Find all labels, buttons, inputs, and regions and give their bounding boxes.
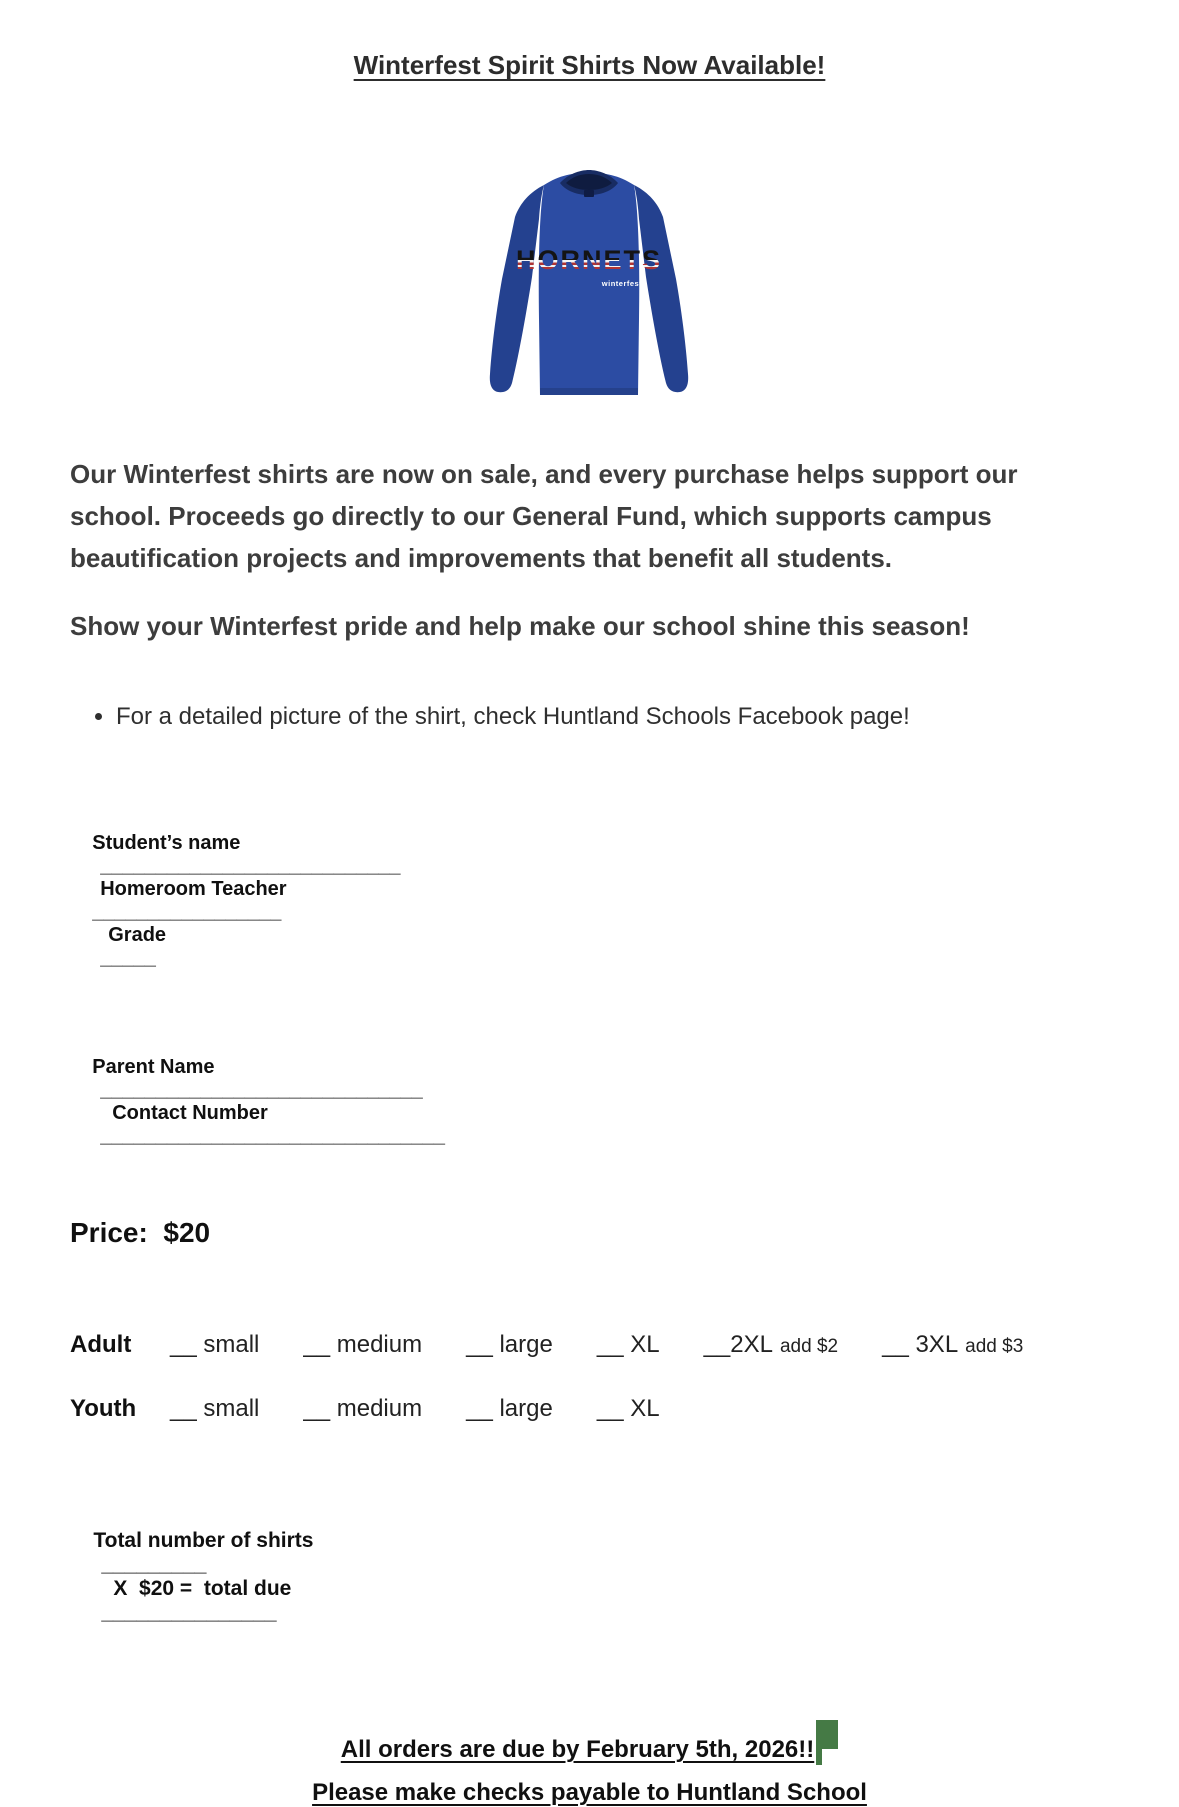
contact-number-label: Contact Number (112, 1102, 268, 1124)
adult-label: Adult (70, 1331, 132, 1358)
size-note-2xl: add $2 (779, 1336, 839, 1357)
parent-info-line (70, 1033, 1179, 1171)
adult-size-row (70, 1331, 1179, 1359)
student-name-blank[interactable]: ___________________________ (100, 855, 401, 877)
intro-paragraph-2: Show your Winterfest pride and help make our school shine this season! (70, 611, 970, 641)
page-title: Winterfest Spirit Shirts Now Available! (353, 50, 826, 80)
shirt-left-sleeve-shape (490, 185, 544, 392)
total-line (70, 1505, 1179, 1649)
student-info-line (70, 809, 1179, 993)
total-due-blank[interactable]: _______________ (101, 1601, 277, 1624)
shirt-right-sleeve-shape (634, 185, 688, 392)
size-item-youth-medium[interactable]: __ medium (303, 1395, 423, 1422)
footer-checks-line: Please make checks payable to Huntland School (312, 1779, 867, 1806)
size-item-adult-xl[interactable]: __ XL (596, 1331, 660, 1358)
shirt-graphic (472, 159, 707, 407)
parent-name-label: Parent Name (92, 1056, 215, 1078)
total-mid-text: X $20 = total due (113, 1577, 292, 1600)
footer (0, 1731, 1179, 1807)
size-item-adult-3xl[interactable]: __ 3XL add $3 (882, 1331, 1024, 1358)
grade-blank[interactable]: _____ (100, 947, 156, 969)
shirt-print-text: HORNETS (515, 245, 663, 275)
bullet-list (70, 701, 1179, 733)
shirt-image (0, 159, 1179, 407)
shirt-print-subtext: winterfest (601, 279, 643, 288)
shirt-hem (540, 388, 638, 395)
size-note-3xl: add $3 (965, 1336, 1024, 1357)
size-item-adult-small[interactable]: __ small (170, 1331, 260, 1358)
footer-due-row (0, 1731, 1179, 1764)
price-text: Price: $20 (70, 1217, 211, 1248)
shirt-neck-tag (584, 190, 594, 197)
homeroom-teacher-label: Homeroom Teacher (100, 878, 287, 900)
youth-size-row (70, 1395, 1179, 1423)
size-item-adult-large[interactable]: __ large (466, 1331, 553, 1358)
youth-label: Youth (70, 1395, 137, 1422)
footer-due-line: All orders are due by February 5th, 2026!! (340, 1736, 815, 1763)
contact-number-blank[interactable]: _______________________________ (100, 1125, 446, 1147)
grade-label: Grade (108, 924, 167, 946)
size-item-adult-medium[interactable]: __ medium (303, 1331, 423, 1358)
total-label: Total number of shirts (93, 1529, 314, 1552)
size-item-youth-xl[interactable]: __ XL (596, 1395, 660, 1422)
intro-paragraph-1: Our Winterfest shirts are now on sale, and every purchase helps support our school. Proceeds go directly to our General Fund, which supports campus beautification projects and improvements that benefit all students. (70, 459, 1018, 573)
footer-checks-row (0, 1779, 1179, 1807)
collab-cursor-icon (815, 1731, 838, 1759)
bullet-item-facebook: • For a detailed picture of the shirt, check Huntland Schools Facebook page! (116, 701, 1179, 733)
student-name-label: Student’s name (92, 832, 241, 854)
size-item-adult-2xl[interactable]: __2XL add $2 (703, 1331, 839, 1358)
total-shirts-blank[interactable]: _________ (101, 1553, 207, 1576)
homeroom-teacher-blank[interactable]: _________________ (92, 901, 282, 923)
size-item-youth-large[interactable]: __ large (466, 1395, 553, 1422)
size-item-youth-small[interactable]: __ small (170, 1395, 260, 1422)
parent-name-blank[interactable]: _____________________________ (100, 1079, 423, 1101)
